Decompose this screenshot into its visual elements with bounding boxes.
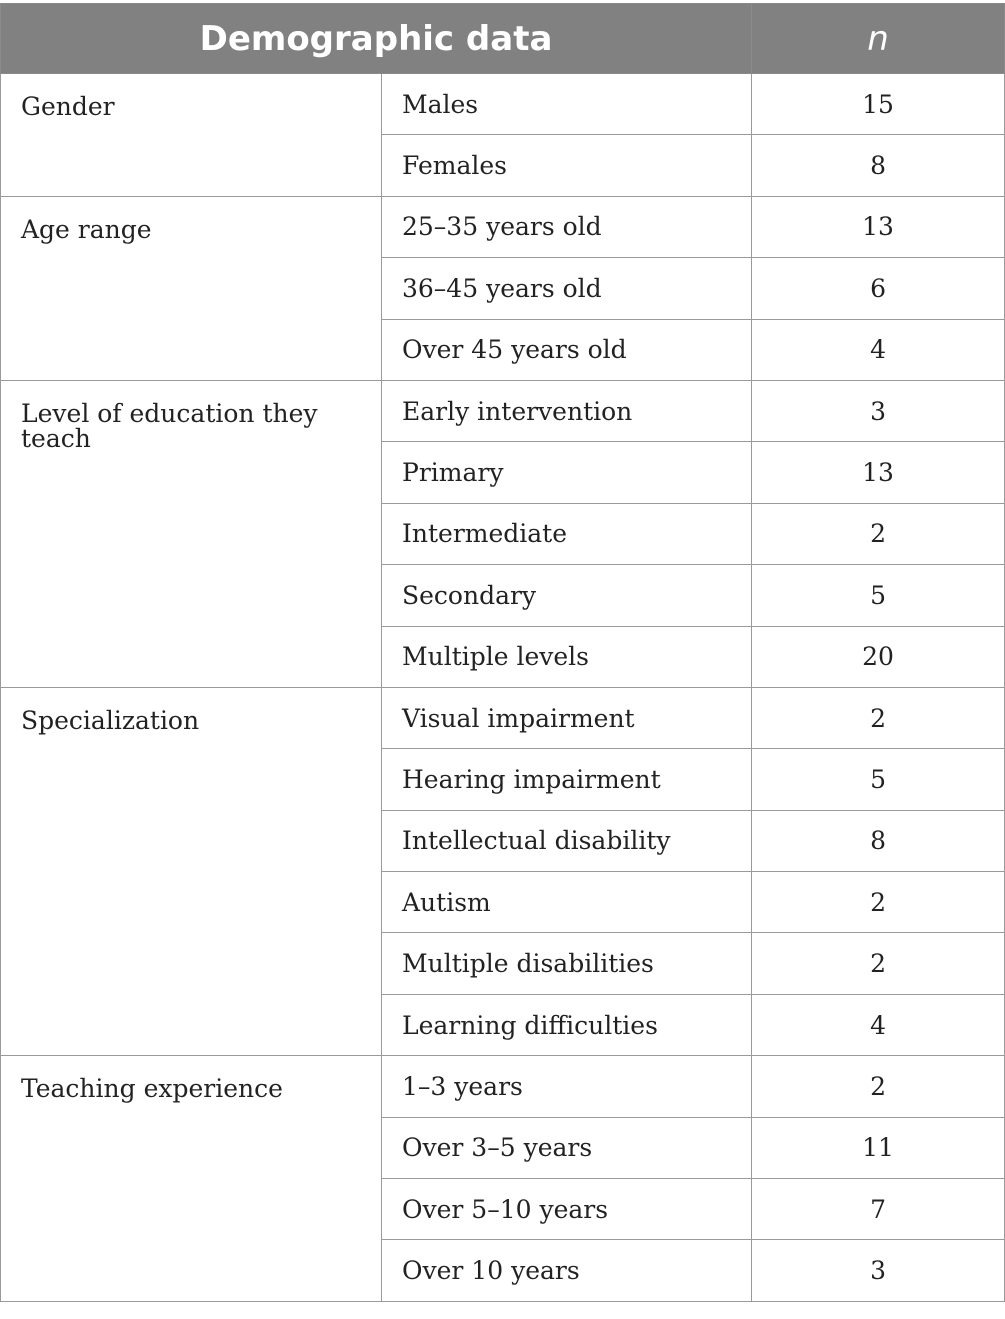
subcategory-cell: Females — [382, 135, 752, 196]
subcategory-cell: Secondary — [382, 565, 752, 626]
subcategory-cell: Over 10 years — [382, 1240, 752, 1301]
count-cell: 13 — [752, 442, 1005, 503]
subcategory-cell: Learning difficulties — [382, 994, 752, 1055]
count-cell: 11 — [752, 1117, 1005, 1178]
count-cell: 4 — [752, 994, 1005, 1055]
category-cell: Specialization — [1, 687, 382, 1055]
subcategory-cell: Early intervention — [382, 380, 752, 441]
count-cell: 5 — [752, 565, 1005, 626]
table-row — [1, 687, 1005, 748]
category-cell: Gender — [1, 74, 382, 197]
subcategory-cell: Intermediate — [382, 503, 752, 564]
subcategory-cell: Autism — [382, 872, 752, 933]
subcategory-cell: 25–35 years old — [382, 196, 752, 257]
count-cell: 2 — [752, 503, 1005, 564]
header-demographic-data: Demographic data — [1, 4, 752, 74]
header-row — [1, 4, 1005, 74]
table-header — [1, 4, 1005, 74]
count-cell: 7 — [752, 1179, 1005, 1240]
subcategory-cell: Intellectual disability — [382, 810, 752, 871]
count-cell: 8 — [752, 135, 1005, 196]
table-row — [1, 74, 1005, 135]
category-cell: Level of education they teach — [1, 380, 382, 687]
count-cell: 20 — [752, 626, 1005, 687]
demographics-table — [0, 3, 1005, 1302]
count-cell: 3 — [752, 1240, 1005, 1301]
subcategory-cell: Males — [382, 74, 752, 135]
table-row — [1, 1056, 1005, 1117]
count-cell: 3 — [752, 380, 1005, 441]
subcategory-cell: 36–45 years old — [382, 258, 752, 319]
count-cell: 6 — [752, 258, 1005, 319]
count-cell: 2 — [752, 687, 1005, 748]
table-row — [1, 380, 1005, 441]
subcategory-cell: Over 45 years old — [382, 319, 752, 380]
count-cell: 8 — [752, 810, 1005, 871]
table-body — [1, 74, 1005, 1302]
category-cell: Age range — [1, 196, 382, 380]
subcategory-cell: Over 3–5 years — [382, 1117, 752, 1178]
count-cell: 5 — [752, 749, 1005, 810]
count-cell: 15 — [752, 74, 1005, 135]
table-row — [1, 196, 1005, 257]
count-cell: 2 — [752, 933, 1005, 994]
count-cell: 4 — [752, 319, 1005, 380]
subcategory-cell: Over 5–10 years — [382, 1179, 752, 1240]
subcategory-cell: Hearing impairment — [382, 749, 752, 810]
header-n: n — [752, 4, 1005, 74]
category-cell: Teaching experience — [1, 1056, 382, 1302]
count-cell: 2 — [752, 1056, 1005, 1117]
subcategory-cell: Primary — [382, 442, 752, 503]
count-cell: 2 — [752, 872, 1005, 933]
subcategory-cell: Multiple disabilities — [382, 933, 752, 994]
subcategory-cell: Multiple levels — [382, 626, 752, 687]
subcategory-cell: Visual impairment — [382, 687, 752, 748]
count-cell: 13 — [752, 196, 1005, 257]
subcategory-cell: 1–3 years — [382, 1056, 752, 1117]
